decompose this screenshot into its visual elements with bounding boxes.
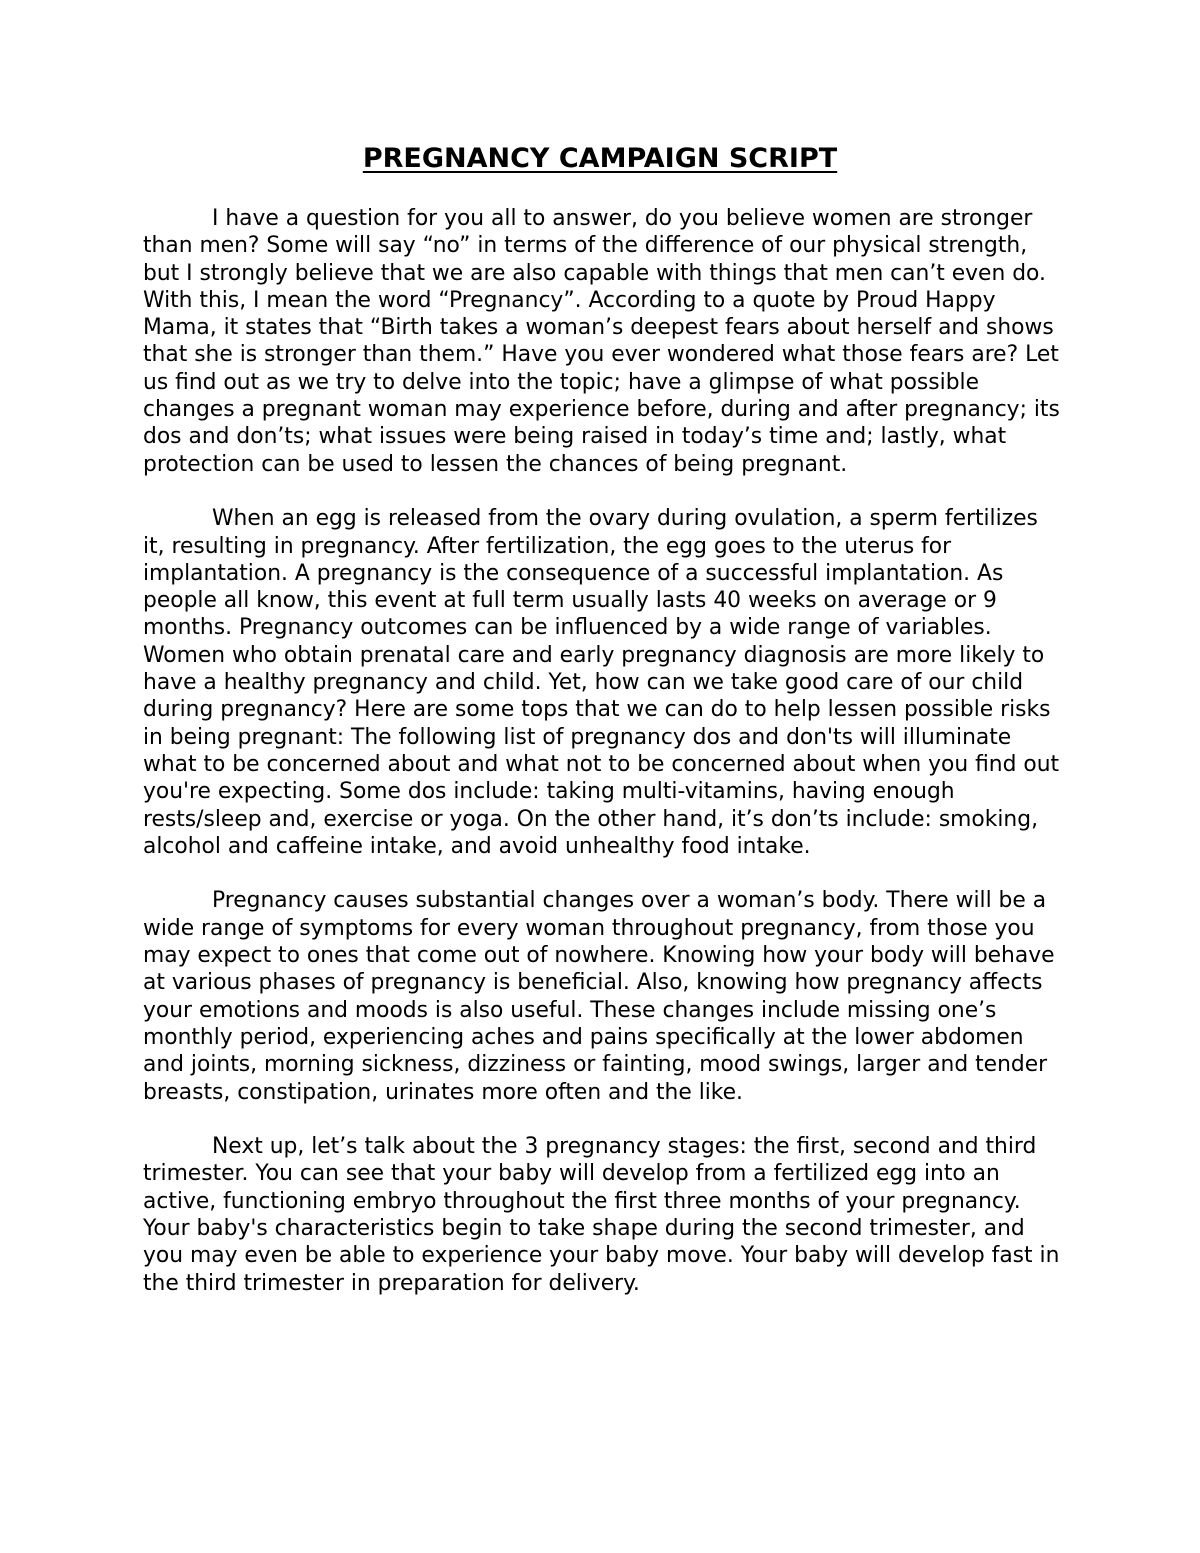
document-title-text: PREGNANCY CAMPAIGN SCRIPT	[362, 143, 838, 174]
paragraph-introduction: I have a question for you all to answer, do you believe women are stronger than men? Some will say “no” in terms of the difference of our physical strength, but I strongly believe that we are also capable with things that men can’t even do. With this, I mean the word “Pregnancy”. According to a quote by Proud Happy Mama, it states that “Birth takes a woman’s deepest fears about herself and shows that she is stronger than them.” Have you ever wondered what those fears are? Let us find out as we try to delve into the topic; have a glimpse of what possible changes a pregnant woman may experience before, during and after pregnancy; its dos and don’ts; what issues were being raised in today’s time and; lastly, what protection can be used to lessen the chances of being pregnant.	[143, 206, 1060, 477]
paragraph-conception-and-care: When an egg is released from the ovary during ovulation, a sperm fertilizes it, resulting in pregnancy. After fertilization, the egg goes to the uterus for implantation. A pregnancy is the consequence of a successful implantation. As people all know, this event at full term usually lasts 40 weeks on average or 9 months. Pregnancy outcomes can be influenced by a wide range of variables. Women who obtain prenatal care and early pregnancy diagnosis are more likely to have a healthy pregnancy and child. Yet, how can we take good care of our child during pregnancy? Here are some tops that we can do to help lessen possible risks in being pregnant: The following list of pregnancy dos and don'ts will illuminate what to be concerned about and what not to be concerned about when you find out you're expecting. Some dos include: taking multi-vitamins, having enough rests/sleep and, exercise or yoga. On the other hand, it’s don’ts include: smoking, alcohol and caffeine intake, and avoid unhealthy food intake.	[143, 506, 1060, 859]
document-title	[0, 140, 1200, 178]
document-body	[143, 205, 1063, 1324]
paragraph-trimesters: Next up, let’s talk about the 3 pregnancy stages: the first, second and third trimester. You can see that your baby will develop from a fertilized egg into an active, functioning embryo throughout the first three months of your pregnancy. Your baby's characteristics begin to take shape during the second trimester, and you may even be able to experience your baby move. Your baby will develop fast in the third trimester in preparation for delivery.	[143, 1134, 1060, 1296]
paragraph-body-changes: Pregnancy causes substantial changes over a woman’s body. There will be a wide range of symptoms for every woman throughout pregnancy, from those you may expect to ones that come out of nowhere. Knowing how your body will behave at various phases of pregnancy is beneficial. Also, knowing how pregnancy affects your emotions and moods is also useful. These changes include missing one’s monthly period, experiencing aches and pains specifically at the lower abdomen and joints, morning sickness, dizziness or fainting, mood swings, larger and tender breasts, constipation, urinates more often and the like.	[143, 888, 1055, 1105]
